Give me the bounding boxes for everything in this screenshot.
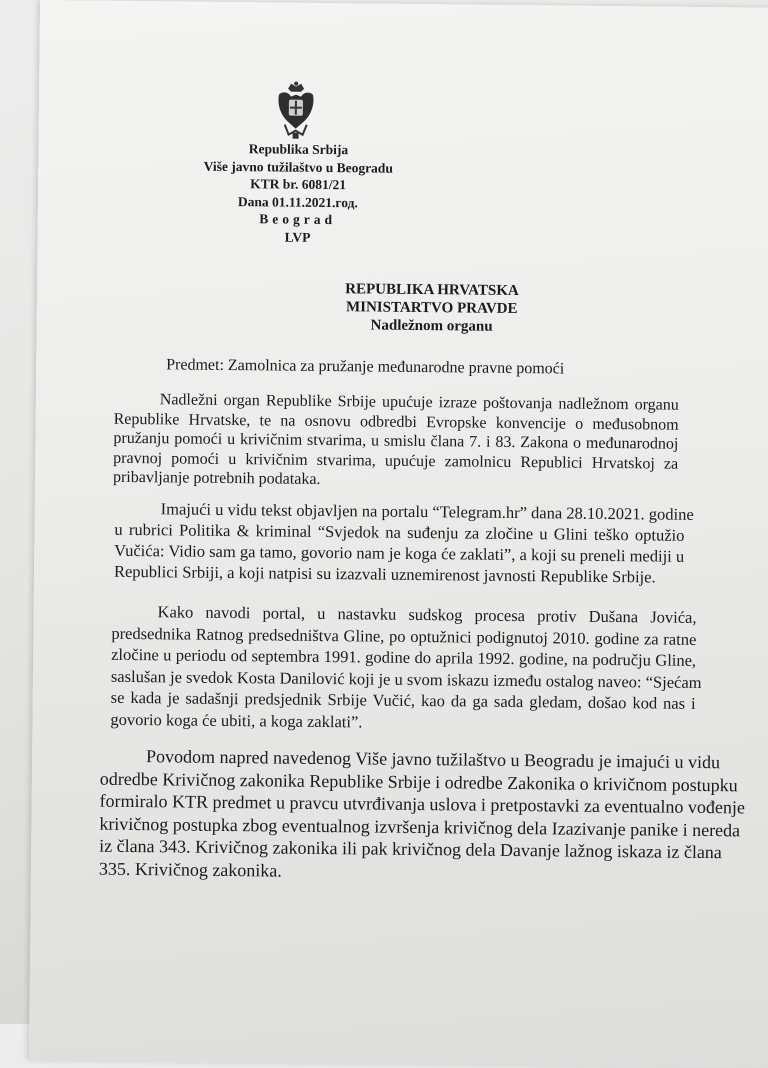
document-date: Dana 01.11.2021.год. — [237, 193, 358, 210]
paragraph-2 — [113, 498, 694, 588]
paragraph-line: Republici Srbiji, a koji natpisi su izazvali uznemirenost javnosti Republike Srbije. — [113, 561, 656, 587]
paragraph-line: Vučića: Vidio sam ga tamo, govorio nam je koga će zaklati”, a koji su preneli mediji u — [114, 540, 685, 566]
paragraph-line: se kada je sadašnji predsjednik Srbije Vučić, kao da ga sada gledam, došao kod nas i — [110, 687, 696, 713]
serbian-coat-of-arms-icon — [275, 80, 318, 140]
sender-country: Republika Srbija — [248, 141, 349, 158]
paragraph-4 — [98, 745, 746, 886]
sender-city: Beograd — [259, 211, 337, 228]
paragraph-line: formiralo KTR predmet u pravcu utvrđivanja uslova i pretpostavki za eventualno vođenje — [99, 790, 746, 818]
paragraph-line: predsednika Ratnog predsedništva Gline, po optužnici podignutoj 2010. godine za ratne — [111, 623, 697, 649]
case-number: KTR br. 6081/21 — [250, 176, 347, 193]
paragraph-line: Republike Hrvatske, te na osnovu odbredbi Evropske konvencije o međusobnom — [113, 410, 679, 434]
paragraph-line: Povodom napred navedenog Više javno tužilaštvo u Beogradu je imajući u vidu — [145, 746, 721, 773]
paragraph-line: zločine u periodu od septembra 1991. godine do aprila 1992. godine, na području Gline, — [111, 644, 697, 670]
sender-header — [187, 140, 408, 247]
subject-line: Predmet: Zamolnica za pružanje međunarodne pravne pomoći — [166, 356, 565, 378]
paragraph-line: govorio koga će ubiti, a koga zaklati”. — [110, 709, 363, 731]
paragraph-line: krivičnog postupka zbog eventualnog izvršenja krivičnog dela Izazivanje panike i nereda — [99, 813, 741, 840]
paragraph-line: Imajući u vidu tekst objavljen na portalu “Telegram.hr” dana 28.10.2021. godine — [160, 499, 694, 524]
paragraph-line: u rubrici Politika & kriminal “Svjedok na suđenju za zločine u Glini teško optužio — [114, 519, 685, 545]
paragraph-1 — [113, 390, 679, 493]
recipient-block — [282, 280, 583, 337]
paragraph-line: pružanju pomoći u krivičnim stvarima, u smislu člana 7. i 83. Zakona o međunarodnoj — [113, 429, 679, 453]
paragraph-3 — [110, 601, 702, 736]
paragraph-line: saslušan je svedok Kosta Danilović koji je u svom iskazu između ostalog naveo: “Sjećam — [110, 666, 702, 692]
document-page — [29, 0, 768, 1068]
paragraph-line: pribavljanje potrebnih podataka. — [112, 468, 321, 488]
recipient-organ: Nadležnom organu — [370, 317, 493, 335]
paragraph-line: 335. Krivičnog zakonika. — [98, 858, 282, 881]
sender-initials: LVP — [284, 229, 311, 245]
sender-office: Više javno tužilaštvo u Beogradu — [203, 158, 393, 176]
paragraph-line: pravnoj pomoći u krivičnim stvarima, upućuje zamolnicu Republici Hrvatskoj za — [113, 449, 679, 473]
recipient-ministry: MINISTARTVO PRAVDE — [345, 299, 518, 318]
paragraph-line: iz člana 343. Krivičnog zakonika ili pak krivičnog dela Davanje lažnog iskaza iz člana — [99, 835, 722, 863]
recipient-country: REPUBLIKA HRVATSKA — [345, 281, 519, 300]
paragraph-line: Kako navodi portal, u nastavku sudskog procesa protiv Dušana Jovića, — [157, 602, 697, 627]
paragraph-line: odredbe Krivičnog zakonika Republike Srbije i odredbe Zakonika o krivičnom postupku — [99, 768, 738, 795]
paragraph-line: Nadležni organ Republike Srbije upućuje izraze poštovanja nadležnom organu — [159, 391, 679, 414]
